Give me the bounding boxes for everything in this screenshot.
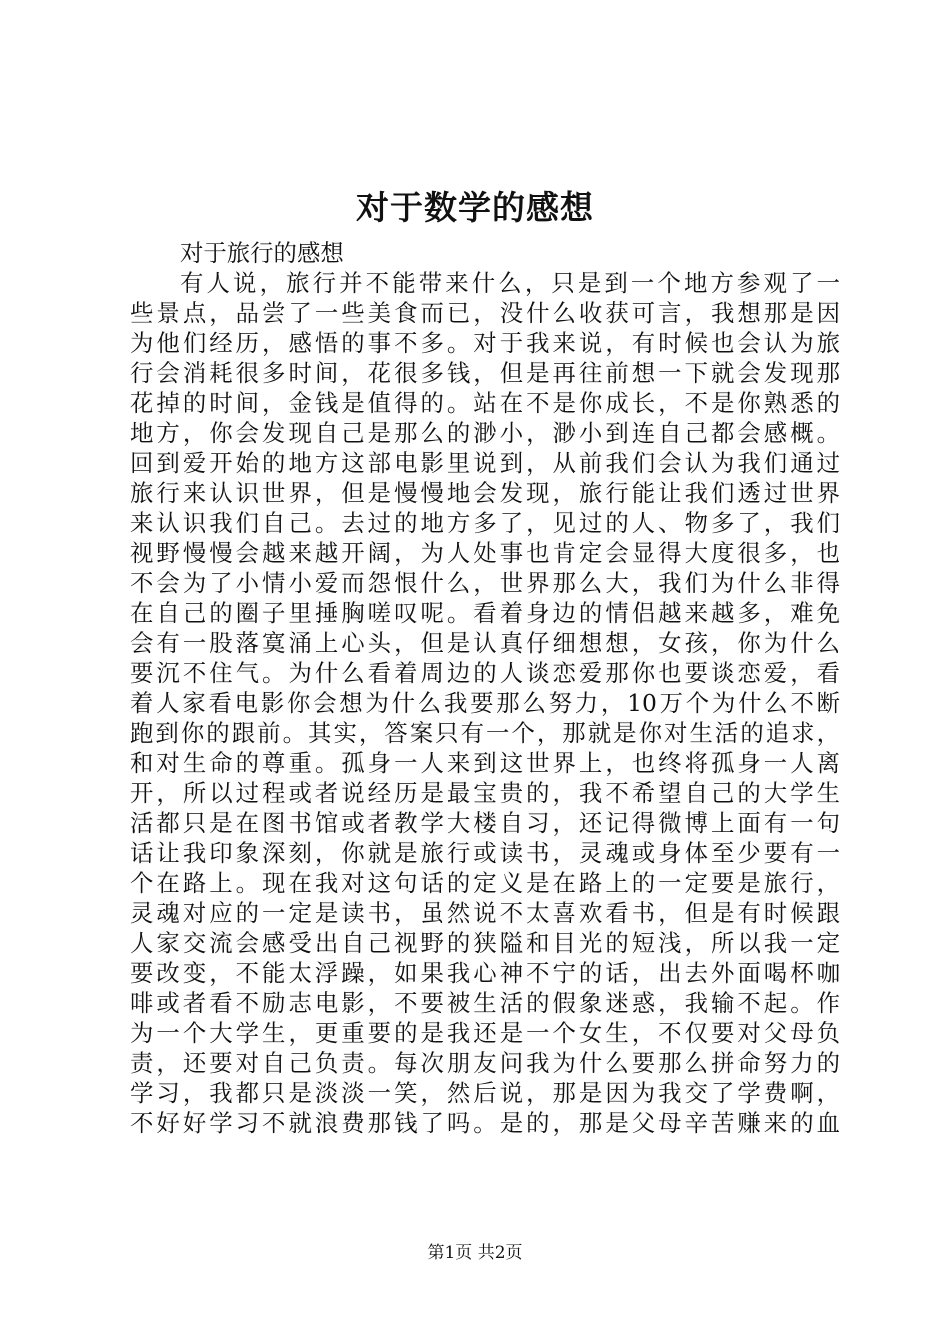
body-line: 有人说，旅行并不能带来什么，只是到一个地方参观了一 xyxy=(180,269,840,297)
document-subtitle: 对于旅行的感想 xyxy=(180,239,344,267)
body-line: 人家交流会感受出自己视野的狭隘和目光的短浅，所以我一定 xyxy=(130,929,840,957)
body-line: 不好好学习不就浪费那钱了吗。是的，那是父母辛苦赚来的血 xyxy=(130,1109,840,1137)
body-line: 旅行来认识世界，但是慢慢地会发现，旅行能让我们透过世界 xyxy=(130,479,840,507)
body-line: 话让我印象深刻，你就是旅行或读书，灵魂或身体至少要有一 xyxy=(130,839,840,867)
body-line: 着人家看电影你会想为什么我要那么努力，10万个为什么不断 xyxy=(130,689,840,717)
body-line: 开，所以过程或者说经历是最宝贵的，我不希望自己的大学生 xyxy=(130,779,840,807)
body-line: 为他们经历，感悟的事不多。对于我来说，有时候也会认为旅 xyxy=(130,329,840,357)
body-line: 些景点，品尝了一些美食而已，没什么收获可言，我想那是因 xyxy=(130,299,840,327)
page-number-footer: 第1页 共2页 xyxy=(427,1243,523,1263)
body-line: 个在路上。现在我对这句话的定义是在路上的一定要是旅行， xyxy=(130,869,840,897)
body-line: 要沉不住气。为什么看着周边的人谈恋爱那你也要谈恋爱，看 xyxy=(130,659,840,687)
body-line: 责，还要对自己负责。每次朋友问我为什么要那么拼命努力的 xyxy=(130,1049,840,1077)
body-line: 在自己的圈子里捶胸嗟叹呢。看着身边的情侣越来越多，难免 xyxy=(130,599,840,627)
body-line: 回到爱开始的地方这部电影里说到，从前我们会认为我们通过 xyxy=(130,449,840,477)
body-line: 灵魂对应的一定是读书，虽然说不太喜欢看书，但是有时候跟 xyxy=(130,899,840,927)
body-line: 和对生命的尊重。孤身一人来到这世界上，也终将孤身一人离 xyxy=(130,749,840,777)
body-line: 学习，我都只是淡淡一笑，然后说，那是因为我交了学费啊， xyxy=(130,1079,840,1107)
body-line: 要改变，不能太浮躁，如果我心神不宁的话，出去外面喝杯咖 xyxy=(130,959,840,987)
body-line: 行会消耗很多时间，花很多钱，但是再往前想一下就会发现那 xyxy=(130,359,840,387)
body-line: 活都只是在图书馆或者教学大楼自习，还记得微博上面有一句 xyxy=(130,809,840,837)
body-line: 地方，你会发现自己是那么的渺小，渺小到连自己都会感概。 xyxy=(130,419,840,447)
body-line: 跑到你的跟前。其实，答案只有一个，那就是你对生活的追求， xyxy=(130,719,840,747)
body-line: 视野慢慢会越来越开阔，为人处事也肯定会显得大度很多，也 xyxy=(130,539,840,567)
document-body xyxy=(130,268,840,1138)
body-line: 为一个大学生，更重要的是我还是一个女生，不仅要对父母负 xyxy=(130,1019,840,1047)
body-line: 来认识我们自己。去过的地方多了，见过的人、物多了，我们 xyxy=(130,509,840,537)
body-line: 啡或者看不励志电影，不要被生活的假象迷惑，我输不起。作 xyxy=(130,989,840,1017)
document-title: 对于数学的感想 xyxy=(356,188,594,227)
body-line: 不会为了小情小爱而怨恨什么，世界那么大，我们为什么非得 xyxy=(130,569,840,597)
body-line: 花掉的时间，金钱是值得的。站在不是你成长，不是你熟悉的 xyxy=(130,389,840,417)
body-line: 会有一股落寞涌上心头，但是认真仔细想想，女孩，你为什么 xyxy=(130,629,840,657)
